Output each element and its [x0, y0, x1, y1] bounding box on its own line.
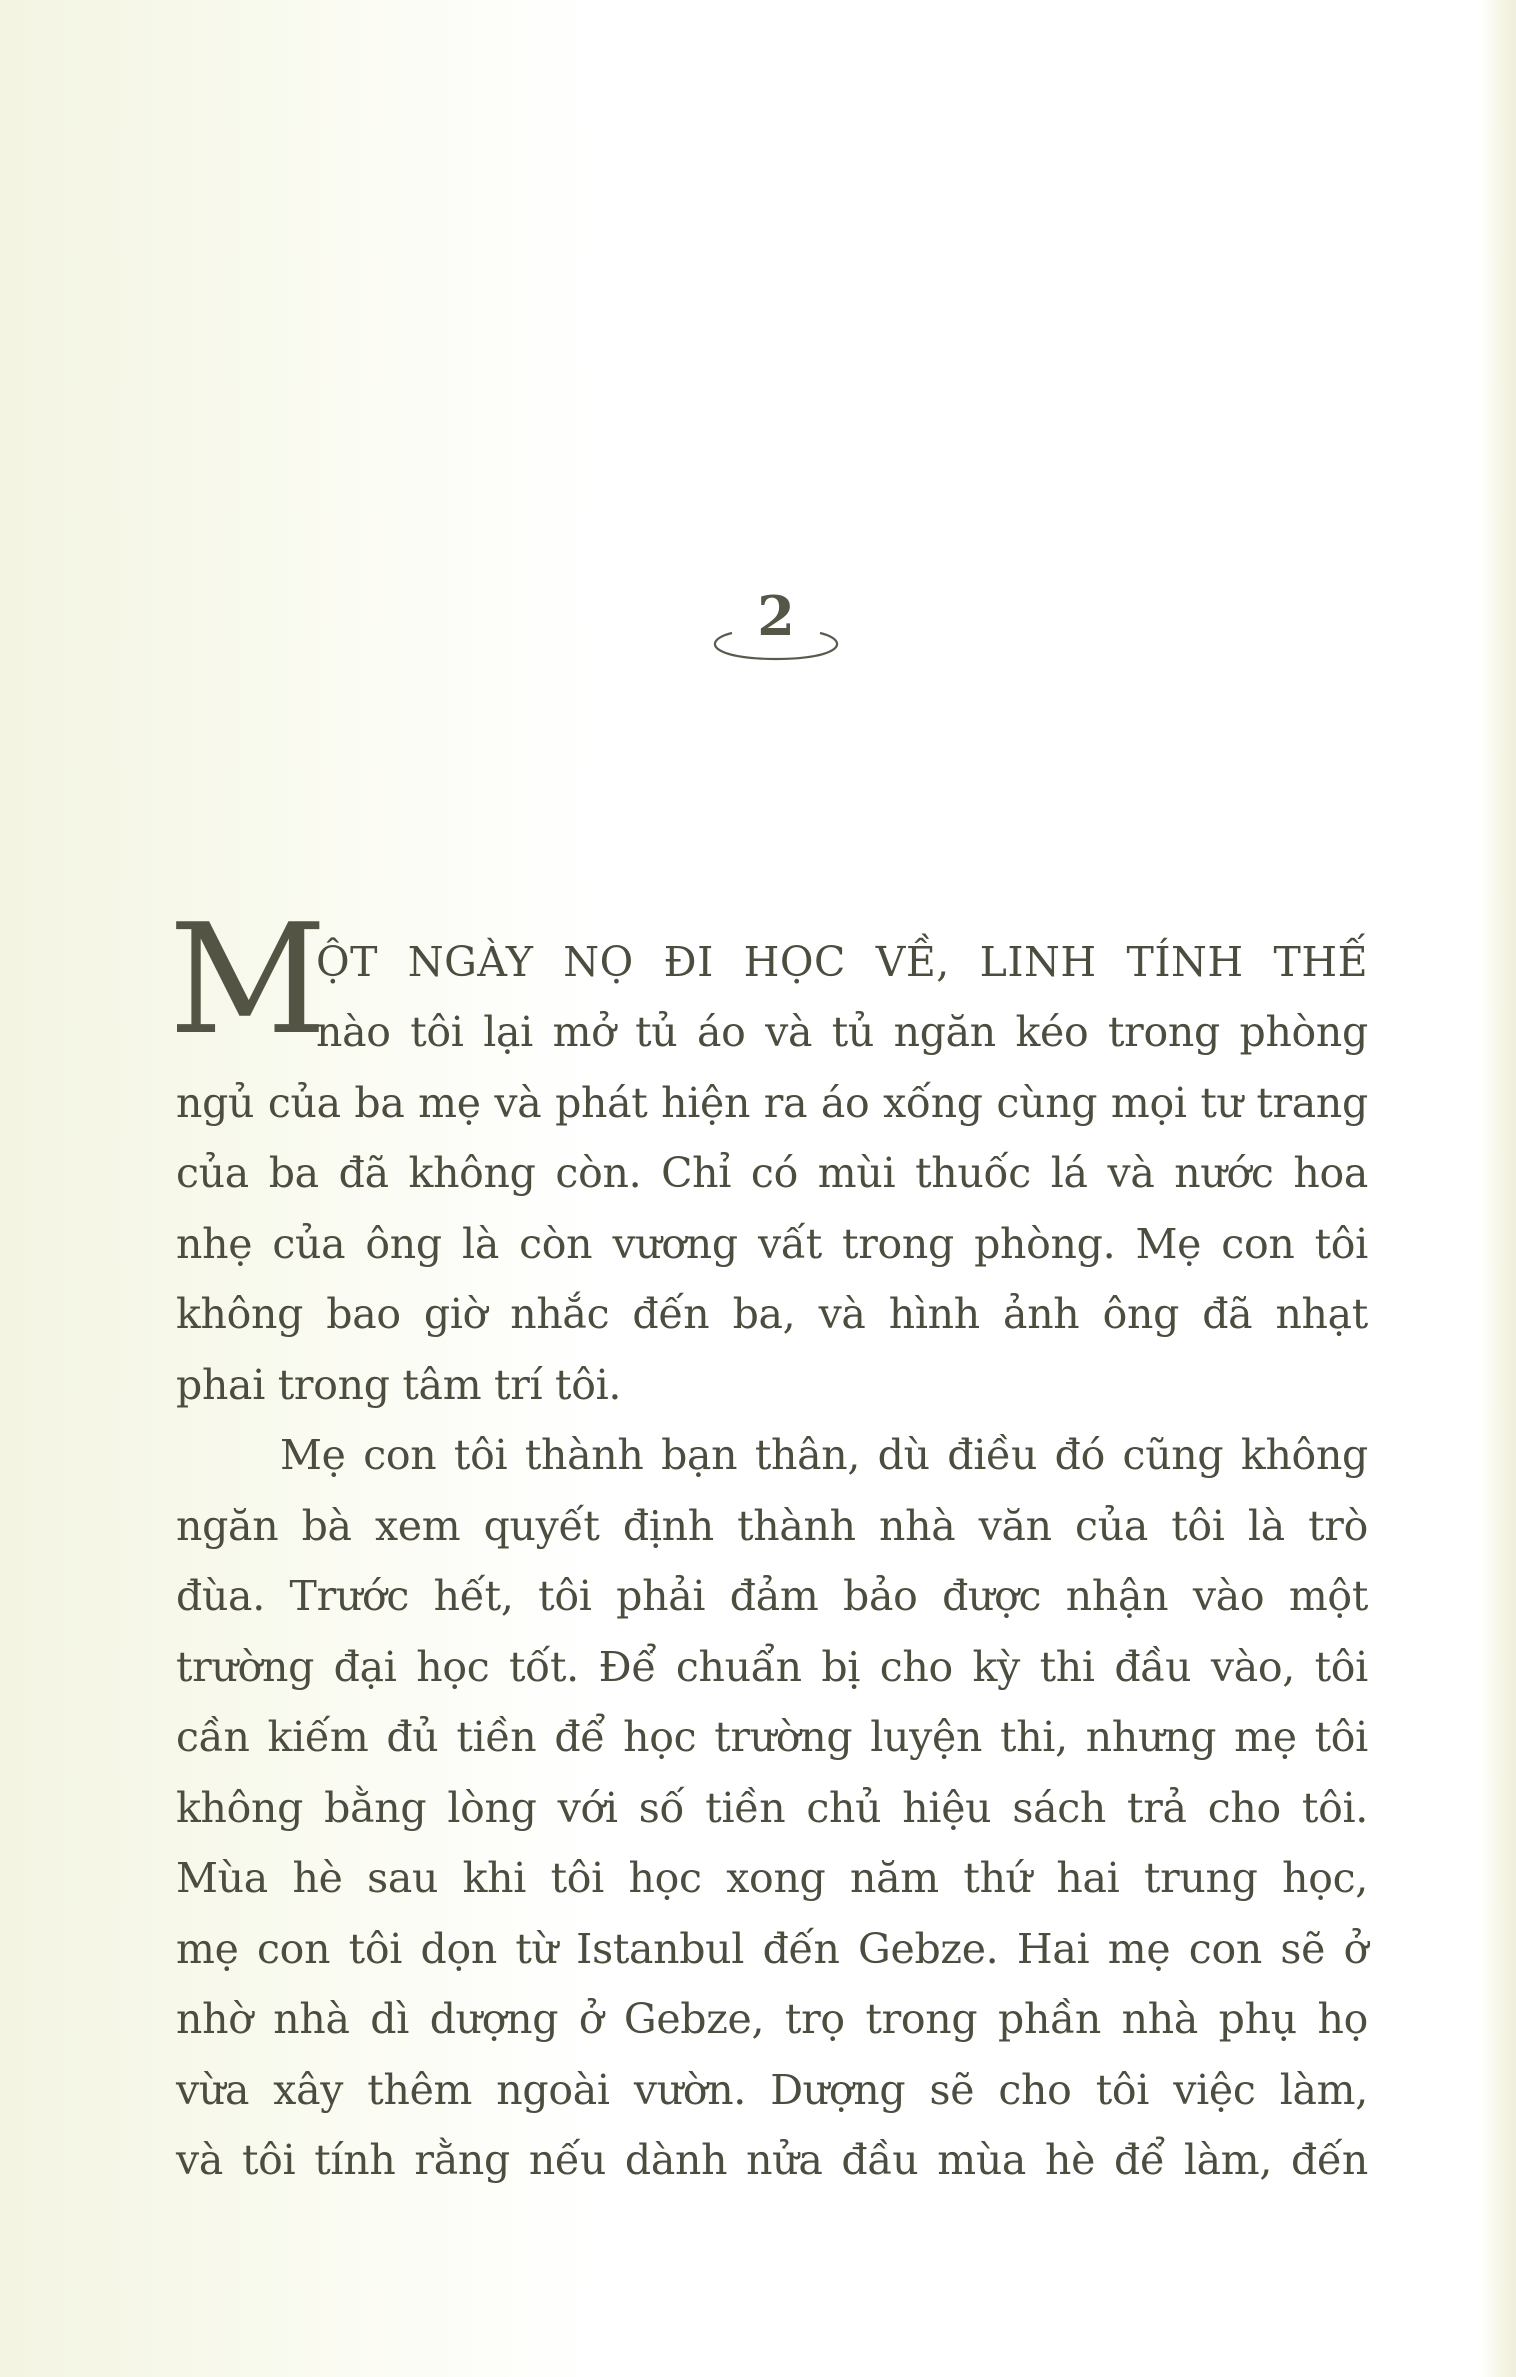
- text-line: không bao giờ nhắc đến ba, và hình ảnh ông đã nhạt: [176, 1290, 1368, 1338]
- text-line: ỘT NGÀY NỌ ĐI HỌC VỀ, LINH TÍNH THẾ: [316, 938, 1368, 986]
- text-line: và tôi tính rằng nếu dành nửa đầu mùa hè để làm, đến: [176, 2136, 1368, 2184]
- text-line: của ba đã không còn. Chỉ có mùi thuốc lá và nước hoa: [176, 1149, 1368, 1197]
- text-line: mẹ con tôi dọn từ Istanbul đến Gebze. Hai mẹ con sẽ ở: [176, 1925, 1368, 1973]
- text-line: cần kiếm đủ tiền để học trường luyện thi, nhưng mẹ tôi: [176, 1713, 1368, 1761]
- drop-cap: M: [168, 891, 328, 1068]
- text-line: ngủ của ba mẹ và phát hiện ra áo xống cùng mọi tư trang: [176, 1079, 1368, 1127]
- chapter-number: 2: [757, 584, 795, 648]
- text-line: phai trong tâm trí tôi.: [176, 1361, 622, 1409]
- text-line: nào tôi lại mở tủ áo và tủ ngăn kéo trong phòng: [316, 1008, 1368, 1056]
- text-line: nhẹ của ông là còn vương vất trong phòng. Mẹ con tôi: [176, 1220, 1368, 1268]
- text-line: vừa xây thêm ngoài vườn. Dượng sẽ cho tôi việc làm,: [176, 2066, 1368, 2114]
- text-line: ngăn bà xem quyết định thành nhà văn của tôi là trò: [176, 1502, 1368, 1550]
- chapter-heading: [710, 585, 842, 680]
- text-line: trường đại học tốt. Để chuẩn bị cho kỳ thi đầu vào, tôi: [176, 1643, 1368, 1691]
- chapter-ornament-ellipse-icon: [710, 625, 842, 675]
- text-line: Mùa hè sau khi tôi học xong năm thứ hai trung học,: [176, 1854, 1368, 1902]
- text-line: đùa. Trước hết, tôi phải đảm bảo được nhận vào một: [176, 1572, 1368, 1620]
- text-line: Mẹ con tôi thành bạn thân, dù điều đó cũng không: [280, 1431, 1368, 1479]
- text-line: nhờ nhà dì dượng ở Gebze, trọ trong phần nhà phụ họ: [176, 1995, 1368, 2043]
- text-line: không bằng lòng với số tiền chủ hiệu sách trả cho tôi.: [176, 1784, 1368, 1832]
